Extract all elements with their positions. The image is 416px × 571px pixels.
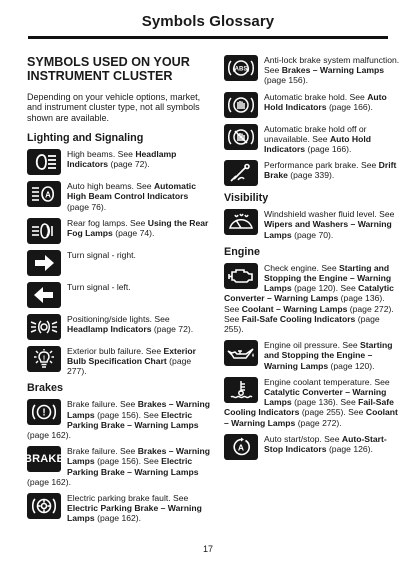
page-title: Symbols Glossary <box>141 13 275 30</box>
symbol-entry-auto-hold-off: Automatic brake hold off or unavailable. See Auto Hold Indicators (page 166). <box>224 124 400 155</box>
coolant-temperature-icon <box>224 377 258 403</box>
exterior-bulb-failure-icon <box>27 346 61 372</box>
drift-brake-icon <box>224 160 258 186</box>
symbol-entry-auto-high-beams: A Auto high beams. See Automatic High Beam Control Indicators (page 76). <box>27 181 211 212</box>
brake-warning-icon <box>27 399 61 425</box>
symbol-entry-side-lights: Positioning/side lights. See Headlamp Indicators (page 72). <box>27 314 211 340</box>
left-column <box>23 55 211 530</box>
section-heading-brakes: Brakes <box>27 382 64 395</box>
svg-text:A: A <box>45 190 51 200</box>
auto-hold-off-icon <box>224 124 258 150</box>
symbol-entry-oil-pressure: Engine oil pressure. See Starting and Stopping the Engine – Warning Lamps (page 120). <box>224 340 400 371</box>
turn-signal-right-icon <box>27 250 61 276</box>
title-rule <box>28 36 388 39</box>
symbol-entry-washer-fluid: Windshield washer fluid level. See Wipers and Washers – Warning Lamps (page 70). <box>224 209 400 240</box>
turn-signal-left-icon <box>27 282 61 308</box>
symbol-entry-auto-hold: Automatic brake hold. See Auto Hold Indicators (page 166). <box>224 92 400 118</box>
symbol-entry-auto-start-stop: A Auto start/stop. See Auto-Start-Stop Indicators (page 126). <box>224 434 400 460</box>
symbol-entry-brake-text: BRAKE Brake failure. See Brakes – Warning Lamps (page 156). See Electric Parking Brake – Warning Lamps (page 162). <box>23 446 210 487</box>
symbol-entry-turn-right: Turn signal - right. <box>27 250 211 276</box>
right-column <box>224 55 400 466</box>
side-lights-icon <box>27 314 61 340</box>
symbol-entry-abs: (ABS) Anti-lock brake system malfunction. See Brakes – Warning Lamps (page 156). <box>224 55 400 86</box>
auto-start-stop-icon <box>224 434 258 460</box>
intro-text: Depending on your vehicle options, market, and instrument cluster type, not all symbols shown are available. <box>27 92 201 123</box>
svg-text:(ABS): (ABS) <box>232 66 250 73</box>
symbol-entry-brake-failure: ! Brake failure. See Brakes – Warning Lamps (page 156). See Electric Parking Brake – Warning Lamps (page 162). <box>27 399 210 441</box>
symbol-entry-turn-left: Turn signal - left. <box>27 282 211 308</box>
parking-brake-fault-icon <box>27 493 61 519</box>
symbol-entry-check-engine: Check engine. See Starting and Stopping the Engine – Warning Lamps (page 120). See Catalytic Converter – Warning Lamps (page 136). See Coolant – Warning Lamps (page 272). See Fail-Safe Cooling Indicators (page 255). <box>224 262 394 335</box>
main-heading: SYMBOLS USED ON YOUR INSTRUMENT CLUSTER <box>27 55 190 83</box>
svg-text:!: ! <box>42 355 46 363</box>
section-heading-lighting: Lighting and Signaling <box>27 132 144 145</box>
brake-text-icon: BRAKE <box>27 446 61 472</box>
washer-fluid-icon <box>224 209 258 235</box>
symbol-entry-drift-brake: Performance park brake. See Drift Brake (page 339). <box>224 160 400 186</box>
section-heading-engine: Engine <box>224 245 260 258</box>
svg-text:A: A <box>237 442 245 453</box>
auto-high-beam-icon <box>27 181 61 207</box>
symbol-entry-parking-brake-fault: Electric parking brake fault. See Electric Parking Brake – Warning Lamps (page 162). <box>27 493 211 524</box>
symbol-entry-high-beams: High beams. See Headlamp Indicators (page 72). <box>27 149 211 175</box>
svg-text:!: ! <box>42 407 46 419</box>
abs-icon <box>224 55 258 81</box>
symbol-entry-bulb-failure: ! Exterior bulb failure. See Exterior Bulb Specification Chart (page 277). <box>27 346 211 377</box>
check-engine-icon <box>224 263 258 289</box>
symbol-entry-rear-fog: Rear fog lamps. See Using the Rear Fog Lamps (page 74). <box>27 218 211 244</box>
oil-pressure-icon <box>224 340 258 366</box>
section-heading-visibility: Visibility <box>224 192 269 205</box>
symbol-entry-coolant-temperature: Engine coolant temperature. See Catalytic Converter – Warning Lamps (page 136). See Fail-Safe Cooling Indicators (page 255). See Coolant – Warning Lamps (page 272). <box>224 376 398 428</box>
rear-fog-lamp-icon <box>27 218 61 244</box>
page-number: 17 <box>202 544 213 554</box>
auto-hold-icon <box>224 92 258 118</box>
high-beam-icon <box>27 149 61 175</box>
